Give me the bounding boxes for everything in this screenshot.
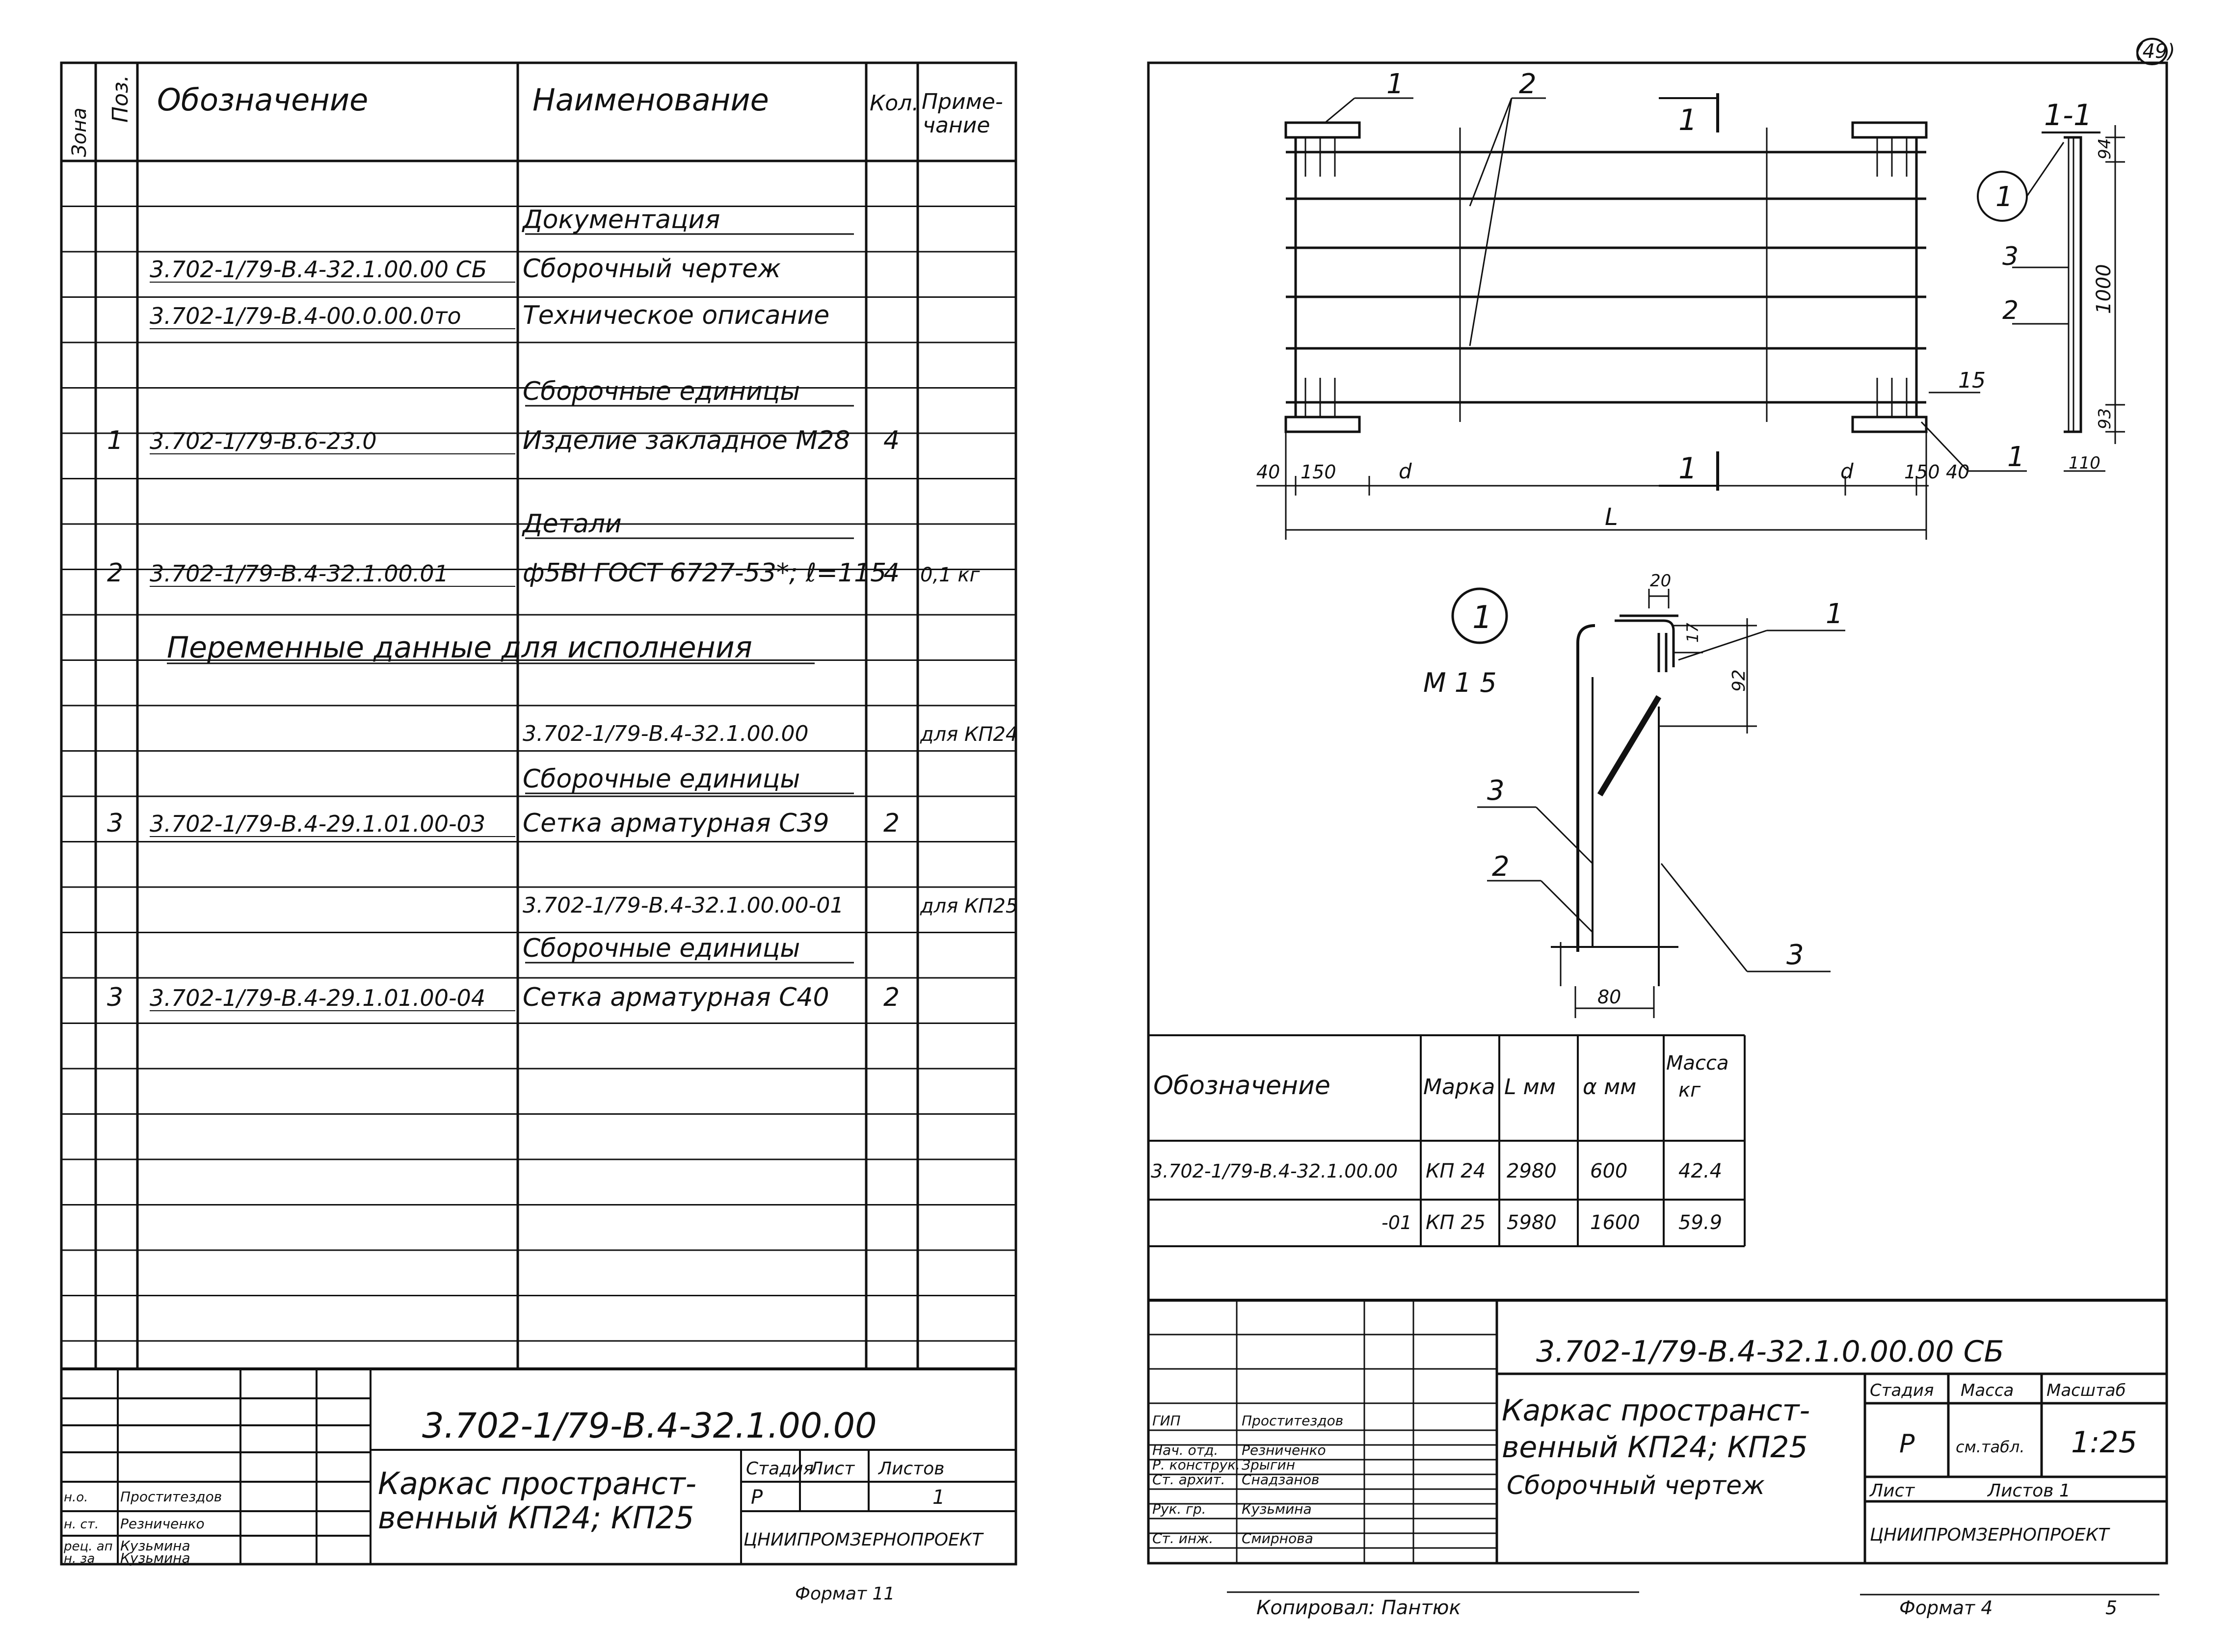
drawing-copied: Копировал: Пантюк [1256,1597,1461,1619]
detail-ref: 1 [1472,600,1492,636]
tb-role: Ст. архит. [1152,1471,1225,1488]
section-title: 1-1 [2044,98,2092,132]
tb-person: Зрыгин [1242,1457,1296,1473]
spec-code: 3.702-1/79-В.4-32.1.00.00 [422,1406,877,1446]
tb-role: Рук. гр. [1152,1501,1206,1517]
table-header-mass-2: кг [1678,1079,1701,1101]
spec-row-name: Детали [523,509,622,539]
spec-org: ЦНИИПРОМЗЕРНОПРОЕКТ [744,1530,983,1550]
table-header-mark: Марка [1423,1075,1495,1100]
spec-row-qty: 2 [883,983,900,1012]
dim-92: 92 [1729,669,1749,692]
detail-scale: М 1 5 [1423,667,1497,698]
spec-row-name: Сборочные единицы [523,377,800,406]
spec-row-name: Документация [523,205,720,235]
spec-row-pos: 1 [107,426,124,455]
spec-role-2: н. ст. [64,1517,99,1532]
spec-role-3: рец. ап [64,1539,113,1554]
drawing-sheet-label: Лист [1870,1481,1915,1501]
table-header-a: α мм [1583,1075,1637,1100]
spec-row-note: для КП25 [920,895,1018,918]
tb-role: Ст. инж. [1152,1530,1214,1547]
drawing-stage: Р [1899,1429,1915,1459]
section-callout-3: 3 [2002,242,2019,271]
dim-1000: 1000 [2093,264,2115,314]
drawing-code: 3.702-1/79-В.4-32.1.0.00.00 СБ [1536,1335,2004,1369]
spec-row-pos: 2 [107,558,124,588]
spec-row-name: Сетка арматурная С40 [523,983,829,1012]
table-rows [1151,1160,1722,1234]
spec-header-pos: Поз. [108,75,133,123]
spec-row-designation: 3.702-1/79-В.4-29.1.01.00-03 [150,811,486,837]
detail-callout-3-left: 3 [1487,775,1505,807]
tb-role: ГИП [1152,1413,1181,1429]
spec-title-2: венный КП24; КП25 [378,1500,694,1536]
detail-callout-3-right: 3 [1786,939,1804,971]
section-detail-ref: 1 [1995,181,2013,213]
spec-row-name: Сетка арматурная С39 [523,809,829,838]
section-mark-bottom: 1 [1678,451,1698,486]
detail-callout-2: 2 [1492,851,1510,883]
dim-40-left: 40 [1256,461,1280,483]
spec-person-1: Проститездов [120,1489,222,1505]
spec-row-designation: 3.702-1/79-В.4-32.1.00.01 [150,560,449,587]
dim-110: 110 [2069,453,2100,473]
table-cell: -01 [1382,1212,1412,1233]
spec-row-designation: Переменные данные для исполнения [167,630,752,665]
table-header-designation: Обозначение [1153,1071,1330,1101]
spec-row-pos: 3 [107,809,124,838]
spec-role-1: н.о. [64,1490,88,1505]
table-header-mass: Масса [1666,1052,1729,1075]
spec-row-name: Сборочные единицы [523,934,800,963]
dim-L: L [1605,503,1618,531]
spec-sheet-label: Лист [810,1459,855,1479]
section-callout-2: 2 [2002,296,2019,325]
spec-row-name: Сборочный чертеж [523,254,781,284]
spec-title-1: Каркас пространст- [378,1466,697,1501]
drawing-signatures [1152,1413,1343,1547]
spec-stage-label: Стадия [746,1459,814,1479]
tb-person: Снадзанов [1242,1471,1320,1488]
spec-role-4: н. за [64,1551,95,1566]
detail-callout-1: 1 [1826,598,1843,630]
spec-row-pos: 3 [107,983,124,1012]
tb-role: Р. конструк. [1152,1457,1240,1473]
spec-row-note: 0,1 кг [920,564,980,586]
drawing-title-2: венный КП24; КП25 [1502,1430,1808,1465]
table-cell: 59.9 [1678,1211,1723,1234]
table-cell: КП 25 [1426,1211,1486,1234]
table-cell: 2980 [1507,1160,1557,1182]
table-cell: 42.4 [1678,1160,1723,1182]
drawing-scale: 1:25 [2071,1425,2137,1460]
callout-1-top: 1 [1386,68,1404,100]
spec-header-qty: Кол. [870,91,919,116]
dim-17: 17 [1683,623,1702,643]
spec-row-name: ф5ВI ГОСТ 6727-53*; ℓ=115 [523,558,887,588]
spec-row-designation: 3.702-1/79-В.6-23.0 [150,428,377,454]
spec-row-qty: 4 [883,558,900,588]
callout-2-top: 2 [1519,68,1537,100]
dim-d-right: d [1840,459,1854,483]
callout-15: 15 [1958,368,1986,393]
spec-row-name: Сборочные единицы [523,764,800,794]
table-cell: 3.702-1/79-В.4-32.1.00.00 [1151,1160,1398,1182]
tb-person: Кузьмина [1242,1501,1312,1517]
drawing-mass-label: Масса [1961,1381,2014,1400]
spec-row-note: для КП24 [920,723,1018,746]
dim-94: 94 [2095,138,2115,159]
drawing-mass: см.табл. [1956,1438,2025,1456]
spec-row-designation: 3.702-1/79-В.4-00.0.00.0то [150,303,461,329]
table-cell: 600 [1590,1160,1628,1182]
dim-150-right: 150 [1904,461,1940,483]
drawing-format: Формат 4 [1899,1597,1993,1619]
spec-header-zone: Зона [68,107,91,157]
dim-20: 20 [1650,571,1672,591]
tb-role: Нач. отд. [1152,1442,1219,1458]
drawing-org: ЦНИИПРОМЗЕРНОПРОЕКТ [1870,1525,2109,1545]
spec-person-3: Кузьмина [120,1538,190,1554]
drawing-title-3: Сборочный чертеж [1507,1471,1765,1500]
table-cell: 5980 [1507,1211,1557,1234]
spec-row-qty: 2 [883,809,900,838]
spec-row-name: Техническое описание [523,301,830,330]
tb-person: Проститездов [1242,1413,1344,1429]
dim-d-left: d [1399,459,1412,483]
spec-row-qty: 4 [883,426,900,455]
drawing-sheet-no: 5 [2105,1597,2118,1619]
tb-person: Резниченко [1242,1442,1326,1458]
page-number: (49) [2135,40,2176,63]
table-header-L: L мм [1504,1075,1556,1100]
dim-93: 93 [2095,408,2115,429]
spec-rows [107,205,1018,1012]
spec-header-name: Наименование [532,82,769,118]
dim-150-left: 150 [1301,461,1336,483]
spec-header-note-2: чание [923,113,990,138]
drawing-sheets-label: Листов 1 [1988,1481,2071,1501]
spec-header-note: Приме- [922,89,1003,114]
spec-person-2: Резниченко [120,1516,205,1532]
spec-row-designation: 3.702-1/79-В.4-29.1.01.00-04 [150,985,486,1011]
spec-stage: Р [751,1486,763,1509]
callout-1-bottom: 1 [2007,441,2025,473]
section-mark-top: 1 [1678,103,1698,137]
dim-80: 80 [1597,986,1621,1008]
drawing-scale-label: Масштаб [2046,1381,2126,1400]
dim-40-right: 40 [1946,461,1970,483]
spec-row-designation: 3.702-1/79-В.4-32.1.00.00 СБ [150,256,487,283]
table-cell: КП 24 [1426,1160,1486,1182]
spec-row-name: 3.702-1/79-В.4-32.1.00.00 [523,721,809,746]
spec-format: Формат 11 [795,1584,895,1604]
tb-person: Смирнова [1242,1530,1313,1547]
spec-row-name: 3.702-1/79-В.4-32.1.00.00-01 [523,893,844,918]
spec-sheets-label: Листов [878,1459,945,1479]
drawing-title-1: Каркас пространст- [1502,1393,1810,1428]
drawing-stage-label: Стадия [1870,1381,1934,1400]
spec-sheets: 1 [932,1486,945,1509]
spec-row-name: Изделие закладное М28 [523,426,850,455]
spec-person-4: Кузьмина [120,1550,190,1566]
table-cell: 1600 [1590,1211,1640,1234]
spec-header-designation: Обозначение [157,82,369,118]
